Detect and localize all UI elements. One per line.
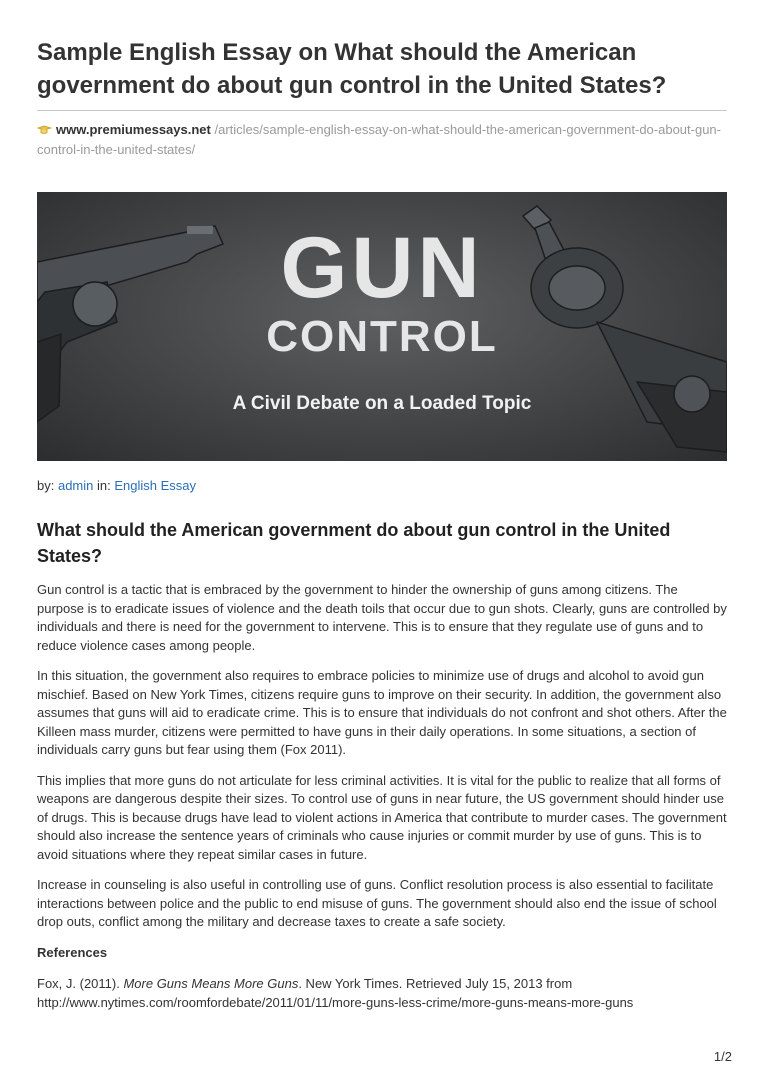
reference-rest: . New York Times. Retrieved July 15, 2013 from http://www.nytimes.com/roomfordebate/2011/01/11/more-guns-less-crime/more-guns-means-more-guns (37, 975, 634, 1010)
title-divider (37, 110, 727, 111)
article-paragraph: In this situation, the government also requires to embrace policies to minimize use of drugs and alcohol to avoid gun mischief. Based on New York Times, citizens require guns to improve on their security. In addition, the government also assumes that guns will aid to eradicate crime. This is to ensure that individuals do not confront and shot others. After the Killeen mass murder, citizens were permitted to have guns in their daily operations. In some situations, a section of individuals carry guns but fear using them (Fox 2011). (37, 668, 727, 757)
bookmark-icon (37, 123, 52, 141)
category-link[interactable]: English Essay (114, 478, 197, 493)
references-heading: References (37, 944, 108, 960)
author-link[interactable]: admin (57, 478, 94, 493)
byline (37, 477, 727, 495)
reference-authors: Fox, J. (2011). (37, 975, 124, 991)
article-paragraph: Increase in counseling is also useful in controlling use of guns. Conflict resolution process is also essential to facilitate interactions between police and the public to end misuse of guns. The government should also end the issue of school drop outs, conflict among the military and decrease taxes to create a safe society. (37, 877, 717, 929)
source-path[interactable]: /articles/sample-english-essay-on-what-should-the-american-government-do-about-gun-control-in-the-united-states/ (37, 122, 721, 157)
hero-tagline: A Civil Debate on a Loaded Topic (232, 393, 532, 414)
hero-headline: GUN (280, 220, 484, 316)
hero-image (37, 192, 727, 461)
page-title: Sample English Essay on What should the American government do about gun control in the United States? (37, 39, 667, 99)
article-paragraph: Gun control is a tactic that is embraced by the government to hinder the ownership of guns among citizens. The purpose is to eradicate issues of violence and the death toils that occur due to gun shots. Clearly, guns are controlled by individuals and there is need for the government to intervene. This is to ensure that they regulate use of guns and to reduce violence cases among people. (37, 582, 727, 653)
article-paragraph: This implies that more guns do not articulate for less criminal activities. It is vital for the public to realize that all forms of weapons are dangerous despite their sizes. To control use of guns in near future, the US government should hinder use of drugs. This is because drugs have lead to violent actions in America that contribute to murder cases. The government should also increase the sentence years of criminals who cause injuries or commit murder by use of guns. This is to avoid situations where they repeat similar cases in future. (37, 772, 727, 862)
article-heading: What should the American government do about gun control in the United States? (37, 520, 671, 566)
source-url[interactable] (37, 121, 727, 159)
page-indicator: 1/2 (713, 1049, 732, 1064)
reference-title: More Guns Means More Guns (123, 975, 299, 991)
byline-in-label: in: (97, 478, 111, 493)
hero-subheadline: CONTROL (266, 312, 498, 361)
byline-by-label: by: (37, 478, 55, 493)
document-page (37, 0, 727, 1012)
reference-entry (37, 974, 727, 1012)
source-domain[interactable]: www.premiumessays.net (56, 122, 211, 137)
